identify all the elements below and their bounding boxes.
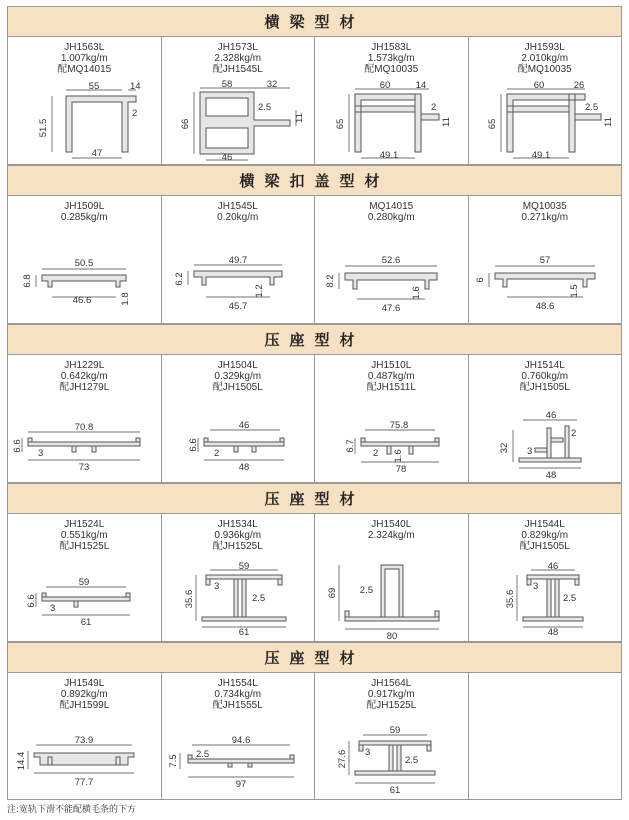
dim-label: 6.8	[22, 274, 33, 288]
profile-card	[162, 196, 316, 324]
profile-code: JH1534L	[217, 519, 258, 530]
profile-pair: 配JH1505L	[519, 382, 570, 393]
profile-drawing	[8, 723, 161, 799]
dim-label: 2.5	[584, 102, 598, 113]
dim-label: 65	[486, 118, 498, 130]
profile-code: MQ14015	[369, 201, 414, 212]
dim-label: 46	[547, 561, 558, 572]
dim-label: 52.6	[381, 255, 401, 266]
profile-code: JH1504L	[217, 360, 258, 371]
profile-weight: 2.324kg/m	[367, 530, 415, 541]
dim-label: 49.7	[228, 255, 247, 266]
dim-label: 46	[545, 410, 556, 421]
profile-weight: 0.642kg/m	[60, 371, 108, 382]
dim-label: 57	[539, 255, 550, 266]
dim-label: 11	[441, 117, 452, 127]
profile-card	[315, 514, 469, 642]
profile-weight: 0.271kg/m	[521, 212, 569, 223]
section-title: 压座型材	[264, 331, 365, 349]
dim-label: 48	[545, 470, 556, 481]
dim-label: 1.8	[120, 292, 131, 306]
dim-label: 2	[213, 448, 219, 459]
profile-drawing	[8, 253, 161, 323]
profile-weight: 0.487kg/m	[367, 371, 415, 382]
profile-code: JH1549L	[64, 678, 105, 689]
profile-weight: 0.936kg/m	[214, 530, 262, 541]
profile-card	[8, 355, 162, 483]
profile-card	[315, 196, 469, 324]
profile-weight: 0.829kg/m	[521, 530, 569, 541]
profile-pair: 配JH1511L	[366, 382, 416, 393]
profile-drawing	[8, 567, 161, 641]
profile-weight: 0.760kg/m	[521, 371, 569, 382]
profile-drawing	[8, 80, 161, 164]
dim-label: 2.5	[359, 585, 373, 596]
dim-label: 45.7	[228, 301, 247, 312]
profile-pair: 配MQ10035	[517, 64, 572, 75]
dim-label: 3	[365, 747, 371, 758]
dim-label: 94.6	[231, 735, 250, 746]
dim-label: 48.6	[535, 301, 554, 312]
section-title: 横梁扣盖型材	[239, 172, 390, 190]
profile-card	[162, 673, 316, 800]
dim-label: 2	[431, 102, 437, 113]
dim-label: 55	[88, 81, 100, 92]
dim-label: 2	[132, 108, 138, 119]
section-grid	[7, 514, 622, 642]
dim-label: 2.5	[251, 593, 265, 604]
dim-label: 11	[293, 113, 305, 123]
section-grid	[7, 196, 622, 324]
dim-label: 3	[50, 603, 56, 614]
dim-label: 58	[221, 79, 232, 90]
section-title: 压座型材	[264, 649, 365, 667]
profile-card	[315, 37, 469, 165]
dim-label: 6.2	[173, 272, 185, 286]
section-header	[7, 165, 622, 196]
profile-code: MQ10035	[522, 201, 567, 212]
dim-label: 6.6	[26, 594, 37, 608]
dim-label: 1.5	[568, 284, 580, 298]
dim-label: 7.5	[167, 754, 179, 768]
profile-code: JH1573L	[217, 42, 258, 53]
profile-drawing	[315, 557, 468, 641]
profile-pair: 配JH1505L	[519, 541, 570, 552]
dim-label: 73	[78, 462, 90, 473]
profile-code: JH1510L	[371, 360, 412, 371]
profile-weight: 2.328kg/m	[214, 53, 262, 64]
profile-drawing	[162, 723, 315, 799]
footnote: 注:宽轨下滑不能配横毛条的下方	[7, 805, 137, 815]
profile-weight: 0.285kg/m	[60, 212, 108, 223]
profile-code: JH1524L	[64, 519, 105, 530]
dim-label: 65	[335, 118, 346, 130]
profile-drawing	[8, 408, 161, 482]
dim-label: 3	[38, 448, 44, 459]
dim-label: 8.2	[325, 274, 336, 288]
profile-drawing	[162, 561, 315, 641]
profile-drawing	[162, 253, 315, 323]
dim-label: 3	[532, 581, 538, 592]
dim-label: 1.2	[253, 284, 265, 298]
dim-label: 46	[221, 152, 232, 163]
dim-label: 69	[327, 587, 338, 599]
profile-code: JH1554L	[217, 678, 258, 689]
dim-label: 2	[570, 428, 576, 439]
dim-label: 14	[130, 81, 141, 92]
profile-pair: 配JH1525L	[366, 700, 417, 711]
profile-code: JH1540L	[371, 519, 412, 530]
section-grid	[7, 673, 622, 800]
dim-label: 49.1	[531, 150, 550, 161]
profile-pair: 配JH1505L	[212, 382, 263, 393]
profile-code: JH1229L	[64, 360, 105, 371]
profile-card	[469, 673, 623, 800]
dim-label: 61	[389, 785, 401, 796]
dim-label: 6.7	[345, 439, 356, 453]
dim-label: 35.6	[183, 589, 195, 609]
section-grid	[7, 355, 622, 483]
dim-label: 46.6	[72, 295, 92, 306]
profile-weight: 0.892kg/m	[60, 689, 108, 700]
dim-label: 60	[379, 80, 391, 91]
dim-label: 78	[395, 464, 407, 475]
dim-label: 3	[526, 446, 532, 457]
dim-label: 26	[573, 80, 584, 91]
dim-label: 80	[386, 631, 398, 642]
spec-sheet	[7, 6, 622, 800]
dim-label: 73.9	[74, 735, 94, 746]
profile-drawing	[469, 561, 622, 641]
profile-card	[315, 355, 469, 483]
profile-pair: 配JH1525L	[212, 541, 263, 552]
profile-drawing	[469, 80, 622, 164]
profile-card	[469, 196, 623, 324]
section-header	[7, 6, 622, 37]
dim-label: 2.5	[257, 102, 271, 113]
section-header	[7, 642, 622, 673]
profile-weight: 0.20kg/m	[217, 212, 259, 223]
profile-code: JH1514L	[524, 360, 565, 371]
dim-label: 75.8	[389, 420, 409, 431]
profile-drawing	[162, 80, 315, 164]
dim-label: 77.7	[74, 777, 94, 788]
profile-drawing	[469, 408, 622, 482]
profile-weight: 0.280kg/m	[367, 212, 415, 223]
dim-label: 35.6	[504, 589, 516, 609]
profile-card	[315, 673, 469, 800]
dim-label: 48	[238, 462, 249, 473]
profile-code: JH1544L	[524, 519, 565, 530]
section-grid	[7, 37, 622, 165]
dim-label: 6.6	[187, 438, 199, 452]
profile-card	[162, 514, 316, 642]
section-title: 横梁型材	[264, 13, 365, 31]
profile-pair: 配JH1545L	[212, 64, 263, 75]
profile-card	[162, 355, 316, 483]
dim-label: 47	[91, 148, 103, 159]
profile-weight: 1.007kg/m	[60, 53, 108, 64]
dim-label: 59	[238, 561, 249, 572]
section-header	[7, 324, 622, 355]
profile-card	[8, 196, 162, 324]
profile-code: JH1509L	[64, 201, 105, 212]
profile-pair: 配JH1279L	[59, 382, 110, 393]
dim-label: 61	[238, 627, 249, 638]
profile-code: JH1583L	[371, 42, 412, 53]
profile-drawing	[162, 408, 315, 482]
dim-label: 6.6	[12, 439, 23, 453]
dim-label: 66	[179, 118, 191, 130]
profile-drawing	[315, 408, 468, 482]
profile-card	[162, 37, 316, 165]
profile-drawing	[315, 723, 468, 799]
profile-weight: 0.734kg/m	[214, 689, 262, 700]
dim-label: 50.5	[74, 258, 94, 269]
profile-pair: 配JH1555L	[212, 700, 263, 711]
dim-label: 51.5	[38, 118, 49, 138]
profile-weight: 0.551kg/m	[60, 530, 108, 541]
profile-weight: 2.010kg/m	[521, 53, 569, 64]
profile-card	[469, 355, 623, 483]
profile-pair: 配MQ10035	[364, 64, 419, 75]
profile-drawing	[315, 80, 468, 164]
profile-card	[469, 37, 623, 165]
dim-label: 59	[389, 725, 401, 736]
dim-label: 97	[235, 779, 246, 790]
profile-card	[469, 514, 623, 642]
profile-card	[8, 514, 162, 642]
dim-label: 32	[266, 79, 277, 90]
dim-label: 2	[373, 448, 379, 459]
section-header	[7, 483, 622, 514]
profile-code: JH1545L	[217, 201, 258, 212]
profile-drawing	[315, 253, 468, 323]
dim-label: 11	[602, 117, 614, 127]
dim-label: 1.6	[393, 449, 404, 463]
dim-label: 47.6	[381, 303, 401, 314]
dim-label: 49.1	[379, 150, 399, 161]
profile-drawing	[469, 253, 622, 323]
profile-pair: 配MQ14015	[57, 64, 112, 75]
profile-pair: 配JH1525L	[59, 541, 110, 552]
profile-code: JH1563L	[64, 42, 105, 53]
section-title: 压座型材	[264, 490, 365, 508]
dim-label: 2.5	[405, 755, 419, 766]
dim-label: 46	[238, 420, 249, 431]
profile-code: JH1593L	[524, 42, 565, 53]
dim-label: 27.6	[337, 749, 348, 769]
dim-label: 3	[213, 581, 219, 592]
profile-card	[8, 673, 162, 800]
dim-label: 32	[498, 442, 510, 454]
dim-label: 2.5	[195, 749, 209, 760]
profile-card	[8, 37, 162, 165]
dim-label: 1.6	[411, 286, 422, 300]
dim-label: 14	[415, 80, 427, 91]
dim-label: 70.8	[74, 422, 94, 433]
dim-label: 59	[78, 577, 90, 588]
profile-weight: 0.329kg/m	[214, 371, 262, 382]
profile-weight: 0.917kg/m	[367, 689, 415, 700]
dim-label: 60	[533, 80, 544, 91]
dim-label: 2.5	[562, 593, 576, 604]
dim-label: 61	[80, 617, 92, 628]
dim-label: 14.4	[16, 751, 27, 771]
profile-code: JH1564L	[371, 678, 412, 689]
profile-weight: 1.573kg/m	[367, 53, 415, 64]
dim-label: 6	[474, 277, 486, 283]
dim-label: 48	[547, 627, 558, 638]
profile-pair: 配JH1599L	[59, 700, 110, 711]
